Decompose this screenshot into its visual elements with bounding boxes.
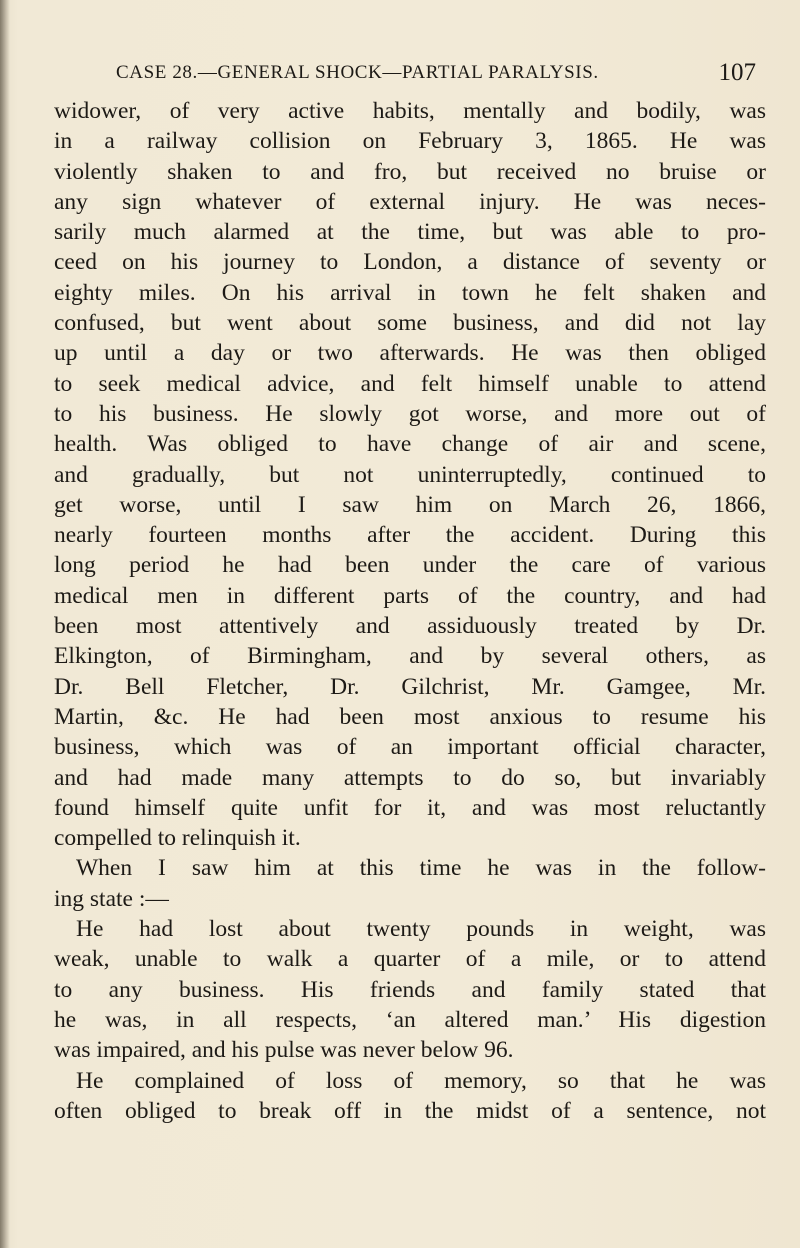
text-line: widower, of very active habits, mentally and bodily, was <box>54 98 766 124</box>
text-line: long period he had been under the care of various <box>54 552 766 579</box>
text-line: Dr. Bell Fletcher, Dr. Gilchrist, Mr. Gamgee, Mr. <box>54 673 766 700</box>
text-line: medical men in different parts of the country, and had <box>54 582 766 609</box>
text-line: sarily much alarmed at the time, but was able to pro- <box>54 219 766 246</box>
text-line: violently shaken to and fro, but received no bruise or <box>54 158 766 185</box>
paragraph-start-line: He had lost about twenty pounds in weight, was <box>76 916 766 943</box>
text-line: often obliged to break off in the midst of a sentence, not <box>54 1097 766 1124</box>
text-line: nearly fourteen months after the accident. During this <box>54 522 766 549</box>
running-head <box>116 59 756 86</box>
paragraph-start-line: When I saw him at this time he was in the follow- <box>76 855 766 882</box>
text-line: Martin, &c. He had been most anxious to resume his <box>54 703 766 730</box>
text-line: business, which was of an important official character, <box>54 734 766 761</box>
body-text <box>54 96 766 1126</box>
running-title: CASE 28.—GENERAL SHOCK—PARTIAL PARALYSIS. <box>116 62 599 83</box>
text-line: found himself quite unfit for it, and was most reluctantly <box>54 794 766 821</box>
page-number: 107 <box>718 59 756 86</box>
paragraph-end-line: was impaired, and his pulse was never below 96. <box>54 1037 514 1064</box>
text-line: confused, but went about some business, and did not lay <box>54 310 766 337</box>
text-line: health. Was obliged to have change of air and scene, <box>54 431 766 458</box>
paragraph-end-line: ing state :— <box>54 885 169 912</box>
paragraph-start-line: He complained of loss of memory, so that he was <box>76 1067 766 1094</box>
text-line: to seek medical advice, and felt himself unable to attend <box>54 370 766 397</box>
gutter-shadow <box>0 0 10 1248</box>
text-line: Elkington, of Birmingham, and by several others, as <box>54 643 766 670</box>
text-line: get worse, until I saw him on March 26, 1866, <box>54 491 766 518</box>
text-line: any sign whatever of external injury. He was neces- <box>54 188 766 215</box>
text-line: ceed on his journey to London, a distance of seventy or <box>54 249 766 276</box>
text-line: he was, in all respects, ‘an altered man.’ His digestion <box>54 1006 766 1033</box>
text-line: up until a day or two afterwards. He was then obliged <box>54 340 766 367</box>
text-line: in a railway collision on February 3, 1865. He was <box>54 128 766 155</box>
paragraph-end-line: compelled to relinquish it. <box>54 825 301 852</box>
text-line: to his business. He slowly got worse, and more out of <box>54 400 766 427</box>
text-line: and had made many attempts to do so, but invariably <box>54 764 766 791</box>
text-line: eighty miles. On his arrival in town he felt shaken and <box>54 279 766 306</box>
text-line: been most attentively and assiduously treated by Dr. <box>54 613 766 640</box>
text-line: and gradually, but not uninterruptedly, continued to <box>54 461 766 488</box>
text-line: to any business. His friends and family stated that <box>54 976 766 1003</box>
text-line: weak, unable to walk a quarter of a mile, or to attend <box>54 946 766 973</box>
